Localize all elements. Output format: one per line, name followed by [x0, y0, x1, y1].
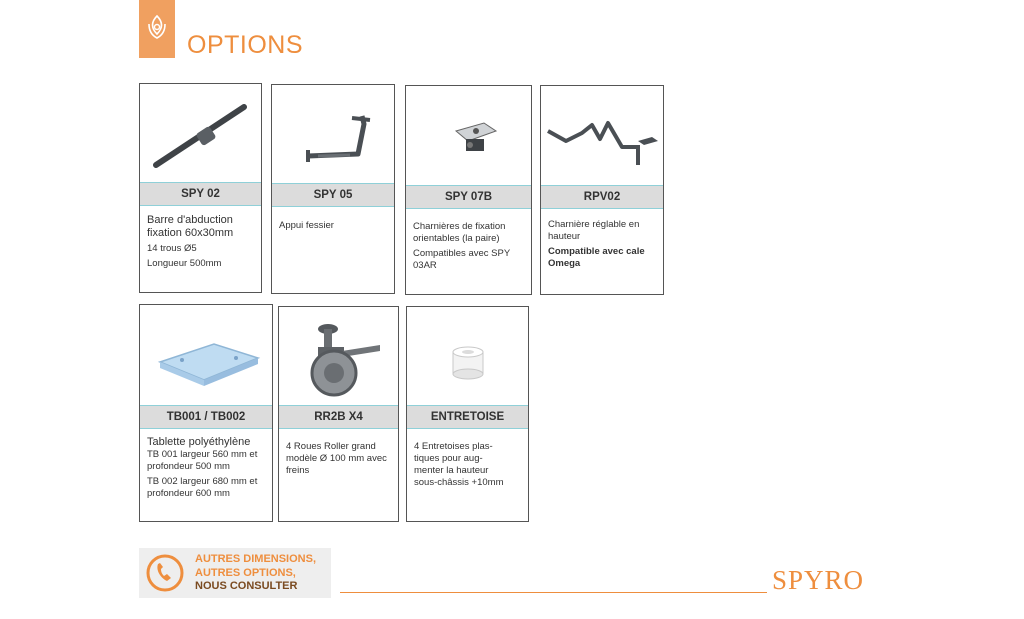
product-desc: Longueur 500mm	[147, 258, 222, 269]
product-desc: 14 trous Ø5	[147, 243, 197, 254]
product-desc: Appui fessier	[279, 220, 334, 231]
product-card-rpv02	[540, 85, 664, 295]
adjustable-hinge-icon	[541, 86, 663, 183]
product-code: RPV02	[541, 185, 663, 209]
product-card-spy02	[139, 83, 262, 293]
product-card-spy07b	[405, 85, 532, 295]
lotus-icon	[145, 14, 169, 42]
product-code: SPY 02	[140, 182, 261, 206]
caster-wheel-icon	[279, 307, 398, 404]
product-code: TB001 / TB002	[140, 405, 272, 429]
product-desc: Tablette polyéthylène	[147, 436, 251, 448]
footer-divider	[340, 592, 767, 593]
contact-line: AUTRES OPTIONS,	[195, 566, 296, 579]
product-desc: 4 Entretoises plas- tiques pour aug- menter la hauteur sous-châssis +10mm	[414, 441, 504, 488]
product-desc: Compatibles avec SPY 03AR	[413, 248, 510, 271]
contact-line: NOUS CONSULTER	[195, 580, 298, 592]
product-desc: Charnière réglable en hauteur	[548, 219, 640, 242]
spacer-icon	[407, 307, 528, 404]
page-title: OPTIONS	[187, 31, 304, 59]
product-code: SPY 07B	[406, 185, 531, 209]
contact-line: AUTRES DIMENSIONS,	[195, 553, 317, 565]
product-card-spy05	[271, 84, 395, 294]
product-desc: TB 002 largeur 680 mm et profondeur 600 mm	[147, 476, 258, 499]
abduction-bar-icon	[140, 84, 261, 181]
contact-text	[195, 553, 316, 594]
product-card-entretoise	[406, 306, 529, 522]
phone-icon	[145, 553, 185, 593]
brand-logo	[139, 0, 175, 58]
buttock-support-icon	[272, 85, 394, 182]
product-desc: 4 Roues Roller grand modèle Ø 100 mm avec freins	[286, 441, 387, 476]
brand-name: SPYRO	[772, 565, 865, 595]
product-desc: Barre d'abduction fixation 60x30mm	[147, 214, 234, 239]
product-card-rr2b	[278, 306, 399, 522]
product-code: SPY 05	[272, 183, 394, 207]
tray-icon	[140, 305, 272, 402]
product-card-tb001	[139, 304, 273, 522]
hinge-icon	[406, 86, 531, 183]
product-code: ENTRETOISE	[407, 405, 528, 429]
product-code: RR2B X4	[279, 405, 398, 429]
product-desc: TB 001 largeur 560 mm et profondeur 500 mm	[147, 449, 258, 472]
product-desc: Charnières de fixation orientables (la paire)	[413, 221, 506, 244]
product-desc: Compatible avec cale Omega	[548, 246, 645, 269]
